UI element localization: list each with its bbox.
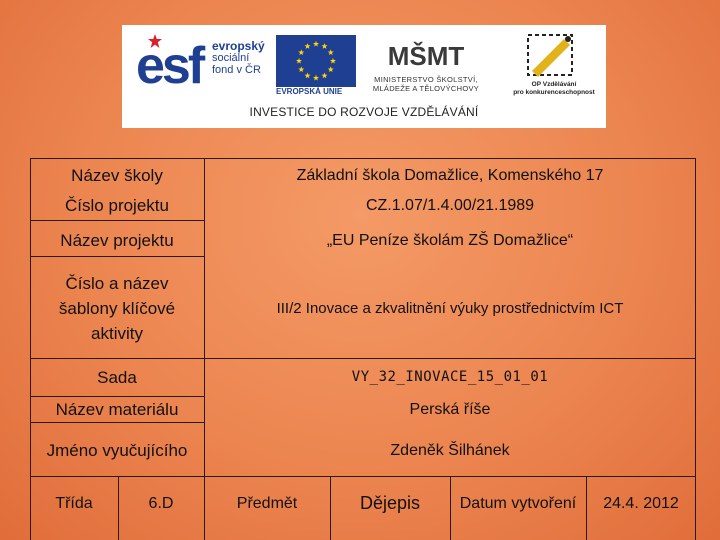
esf-logo xyxy=(136,34,264,99)
msmt-mark-icon xyxy=(387,33,465,73)
template-value: III/2 Inovace a zkvalitnění výuky prostřednictvím ICT xyxy=(276,299,624,317)
op-text xyxy=(504,81,604,97)
subject-label: Předmět xyxy=(236,494,298,512)
table-rule xyxy=(204,358,696,359)
project-info-table xyxy=(30,158,696,540)
eu-caption: EVROPSKÁ UNIE xyxy=(276,87,343,96)
logo-banner xyxy=(122,25,606,128)
msmt-text-line-2: MLÁDEŽE A TĚLOVÝCHOVY xyxy=(372,84,480,93)
template-label: Číslo a název šablony klíčové aktivity xyxy=(58,273,176,343)
table-rule xyxy=(30,358,204,359)
esf-text-line-1: evropský xyxy=(212,39,265,53)
msmt-text-line-1: MINISTERSTVO ŠKOLSTVÍ, xyxy=(374,75,478,84)
class-value: 6.D xyxy=(148,494,174,512)
project-name-label: Název projektu xyxy=(60,230,174,250)
material-label: Název materiálu xyxy=(55,399,179,419)
project-number-value: CZ.1.07/1.4.00/21.1989 xyxy=(365,196,535,214)
eu-flag-icon xyxy=(276,35,356,87)
esf-letters: esf xyxy=(136,37,203,95)
op-mark-icon xyxy=(524,31,578,81)
table-rule xyxy=(30,158,204,159)
set-label: Sada xyxy=(97,367,137,387)
msmt-mark-text: MŠMT xyxy=(387,41,465,71)
table-rule xyxy=(30,422,204,423)
op-text-line-2: pro konkurenceschopnost xyxy=(513,89,595,96)
subject-value: Dějepis xyxy=(359,492,421,513)
esf-text xyxy=(212,40,265,76)
table-rule xyxy=(30,256,204,257)
material-value: Perská říše xyxy=(409,400,491,418)
project-name-value: „EU Peníze školám ZŠ Domažlice“ xyxy=(326,231,574,249)
class-label: Třída xyxy=(55,494,93,512)
set-value: VY_32_INOVACE_15_01_01 xyxy=(351,368,549,385)
table-rule xyxy=(30,476,204,477)
banner-caption: INVESTICE DO ROZVOJE VZDĚLÁVÁNÍ xyxy=(249,105,479,119)
table-rule xyxy=(204,158,696,159)
date-value: 24.4. 2012 xyxy=(603,494,679,512)
esf-text-line-3: fond v ČR xyxy=(212,64,261,76)
op-text-line-1: OP Vzdělávání xyxy=(531,81,577,88)
op-logo xyxy=(504,29,604,111)
project-number-label: Číslo projektu xyxy=(65,195,169,215)
school-value: Základní škola Domažlice, Komenského 17 xyxy=(296,166,604,184)
table-rule xyxy=(30,220,204,221)
teacher-value: Zdeněk Šilhánek xyxy=(390,441,510,459)
msmt-logo xyxy=(360,33,492,105)
esf-text-line-2: sociální xyxy=(212,52,250,64)
msmt-text xyxy=(360,75,492,93)
teacher-label: Jméno vyučujícího xyxy=(46,440,188,460)
school-label: Název školy xyxy=(71,165,163,185)
date-label: Datum vytvoření xyxy=(459,494,577,512)
eu-logo xyxy=(276,35,356,96)
